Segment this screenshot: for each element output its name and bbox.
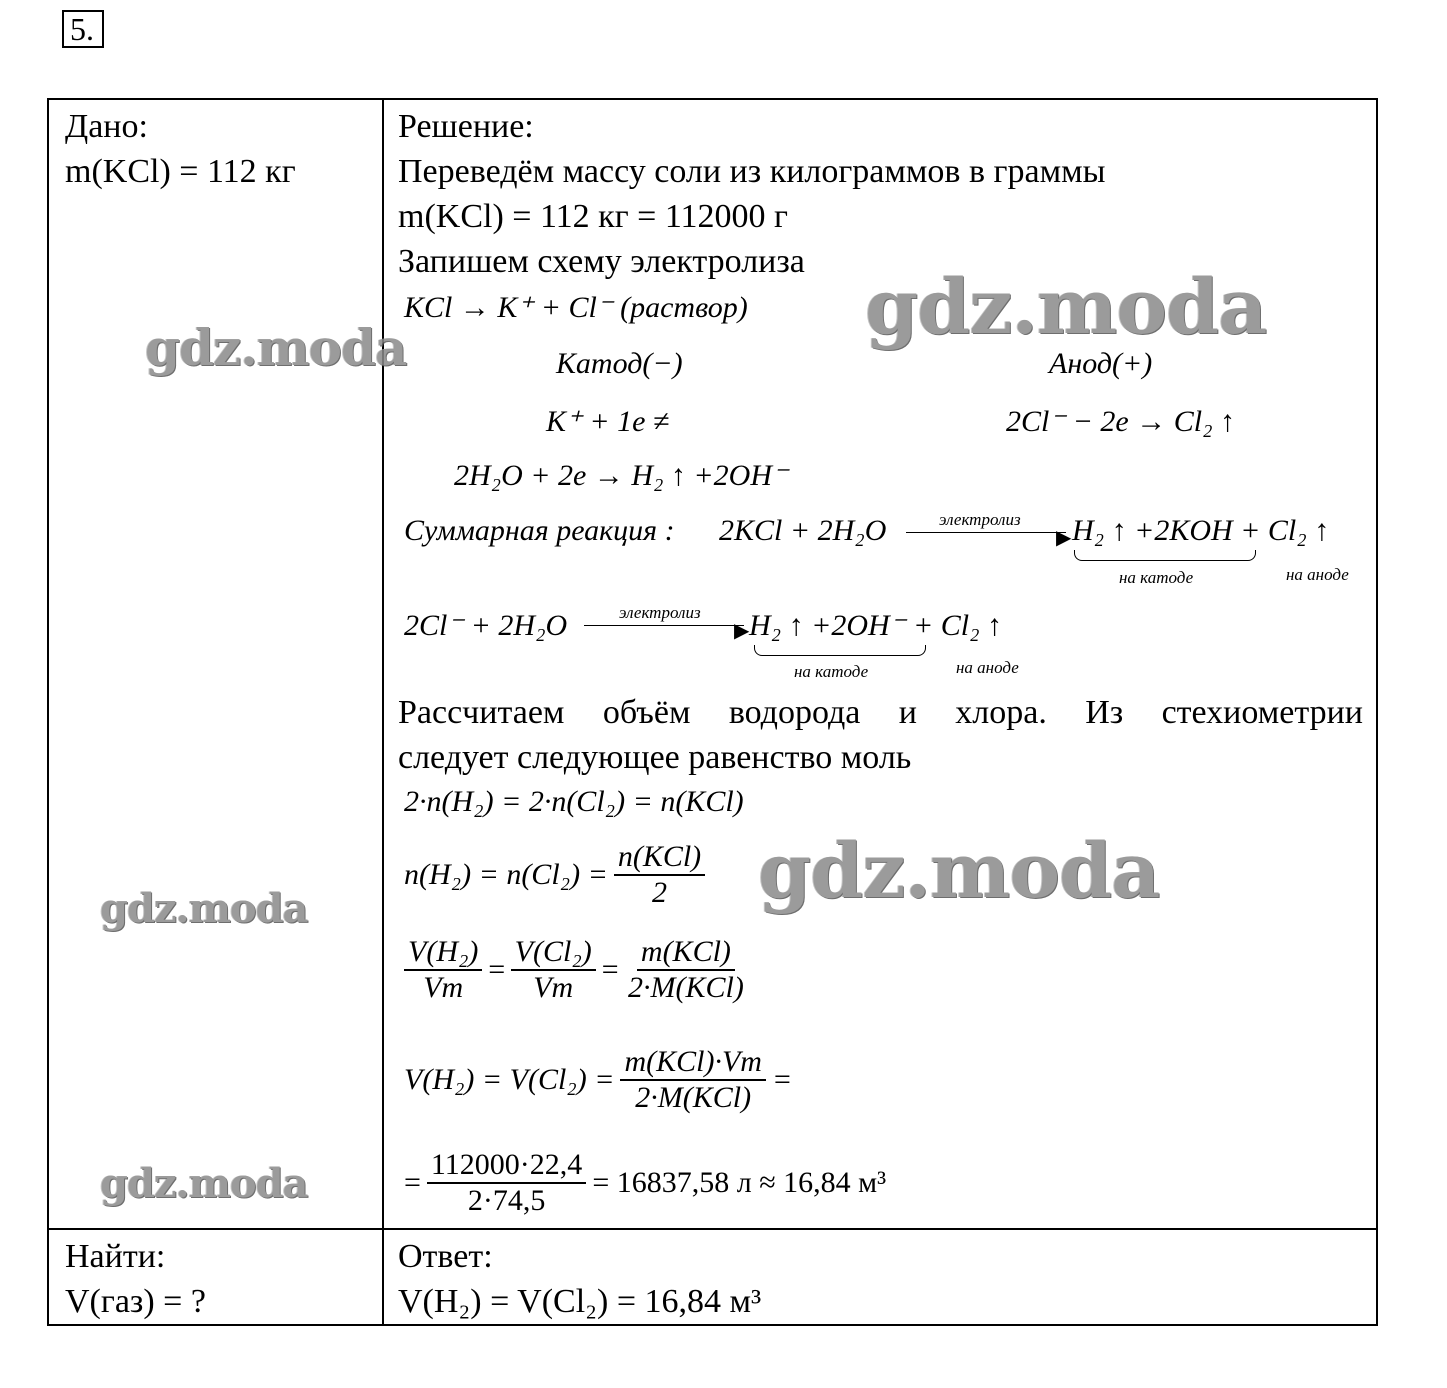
equation-moles: 2·n(H₂) = 2·n(Cl₂) = n(KCl) [404,785,744,818]
summary-left: 2KCl + 2H₂O [719,514,887,547]
summary-arrow [906,532,1066,533]
find-cell [48,1229,383,1325]
given-value: m(KCl) = 112 кг [65,153,296,190]
anode-equation: 2Cl⁻ − 2e → Cl₂ ↑ [1006,405,1236,438]
summary-at-anode: на аноде [1286,565,1349,584]
solution-header: Решение: [398,108,534,145]
ionic-arrow-head: ▶ [734,620,750,642]
equation-v-num-3: m(KCl) [637,935,735,971]
ionic-arrow-label: электролиз [619,603,701,622]
equation-calc-result: = 16837,58 л ≈ 16,84 м³ [592,1166,887,1199]
dissociation-equation: KCl → K⁺ + Cl⁻ (раствор) [404,291,748,324]
find-value: V(газ) = ? [65,1283,206,1320]
equation-n-left: n(H₂) = n(Cl₂) = [404,858,608,891]
watermark-logo: gdz.moda [865,262,1267,351]
equation-volume-denominator: 2·M(KCl) [635,1081,752,1114]
equation-v-ratio: $\frac{\text{V(H₂)}}{Vm}$ = $\frac{\text{V(Cl₂)}}{Vm}$ = $\frac{\text{m(KCl)}}{\text{2·M(KCl)}}$ [404,935,748,1005]
equation-n-denominator: 2 [652,876,667,909]
equation-calc: = $\frac{112000\cdot 22,4}{2\cdot 74,5}$ = 16837,58 л ≈ 16,84 м³ [404,1148,887,1217]
answer-value: V(H₂) = V(Cl₂) = 16,84 м³ [398,1283,762,1320]
solution-text-moles: следует следующее равенство моль [398,739,912,776]
watermark-logo: gdz.moda [145,318,407,377]
equation-v-num-2: V(Cl₂) [511,935,596,971]
equation-volume: V(H₂) = V(Cl₂) = $\frac{\text{m(KCl)·Vm}}{\text{2·M(KCl)}}$ = [404,1045,793,1114]
ionic-left: 2Cl⁻ + 2H₂O [404,609,568,642]
watermark-logo: gdz.moda [100,885,308,932]
equation-n-numerator: n(KCl) [614,840,705,876]
summary-at-cathode: на катоде [1119,568,1194,587]
anode-title: Анод(+) [1049,347,1153,380]
summary-arrow-label: электролиз [939,510,1021,529]
equation-v-den-2: Vm [533,971,574,1004]
solution-line-scheme: Запишем схему электролиза [398,243,805,280]
equation-v-den-1: Vm [423,971,464,1004]
ionic-at-cathode: на катоде [794,662,869,681]
solution-line-convert: Переведём массу соли из килограммов в граммы [398,153,1106,190]
equation-calc-denominator: 2·74,5 [467,1184,546,1217]
find-header: Найти: [65,1238,166,1275]
equation-v-den-3: 2·M(KCl) [628,971,744,1004]
ionic-cathode-brace [754,645,926,656]
equation-v-num-1: V(H₂) [404,935,482,971]
answer-header: Ответ: [398,1238,493,1275]
solution-line-mass: m(KCl) = 112 кг = 112000 г [398,198,789,235]
ionic-at-anode: на аноде [956,658,1019,677]
answer-cell [383,1229,1377,1325]
cathode-title: Катод(−) [556,347,683,380]
summary-label: Суммарная реакция : [404,514,675,547]
watermark-logo: gdz.moda [758,826,1160,915]
given-header: Дано: [65,108,148,145]
ionic-arrow [584,625,744,626]
problem-number: 5. [62,10,104,48]
summary-arrow-head: ▶ [1056,527,1072,549]
watermark-logo: gdz.moda [100,1160,308,1207]
ionic-right: H₂ ↑ +2OH⁻ + Cl₂ ↑ [749,609,1003,642]
equation-n [404,840,705,910]
given-cell [48,99,383,1229]
summary-right: H₂ ↑ +2KOH + Cl₂ ↑ [1072,514,1330,547]
cathode-equation-2: 2H₂O + 2e → H₂ ↑ +2OH⁻ [454,459,788,492]
equation-volume-left: V(H₂) = V(Cl₂) = [404,1063,615,1096]
solution-text-volume: Расcчитаем объём водорода и хлора. Из стехиометрии [398,694,1363,731]
cathode-equation-1: K⁺ + 1e ≠ [546,405,670,438]
equation-volume-numerator: m(KCl)·Vm [620,1045,766,1081]
cathode-brace [1074,550,1256,561]
equation-calc-numerator: 112000·22,4 [427,1148,586,1184]
